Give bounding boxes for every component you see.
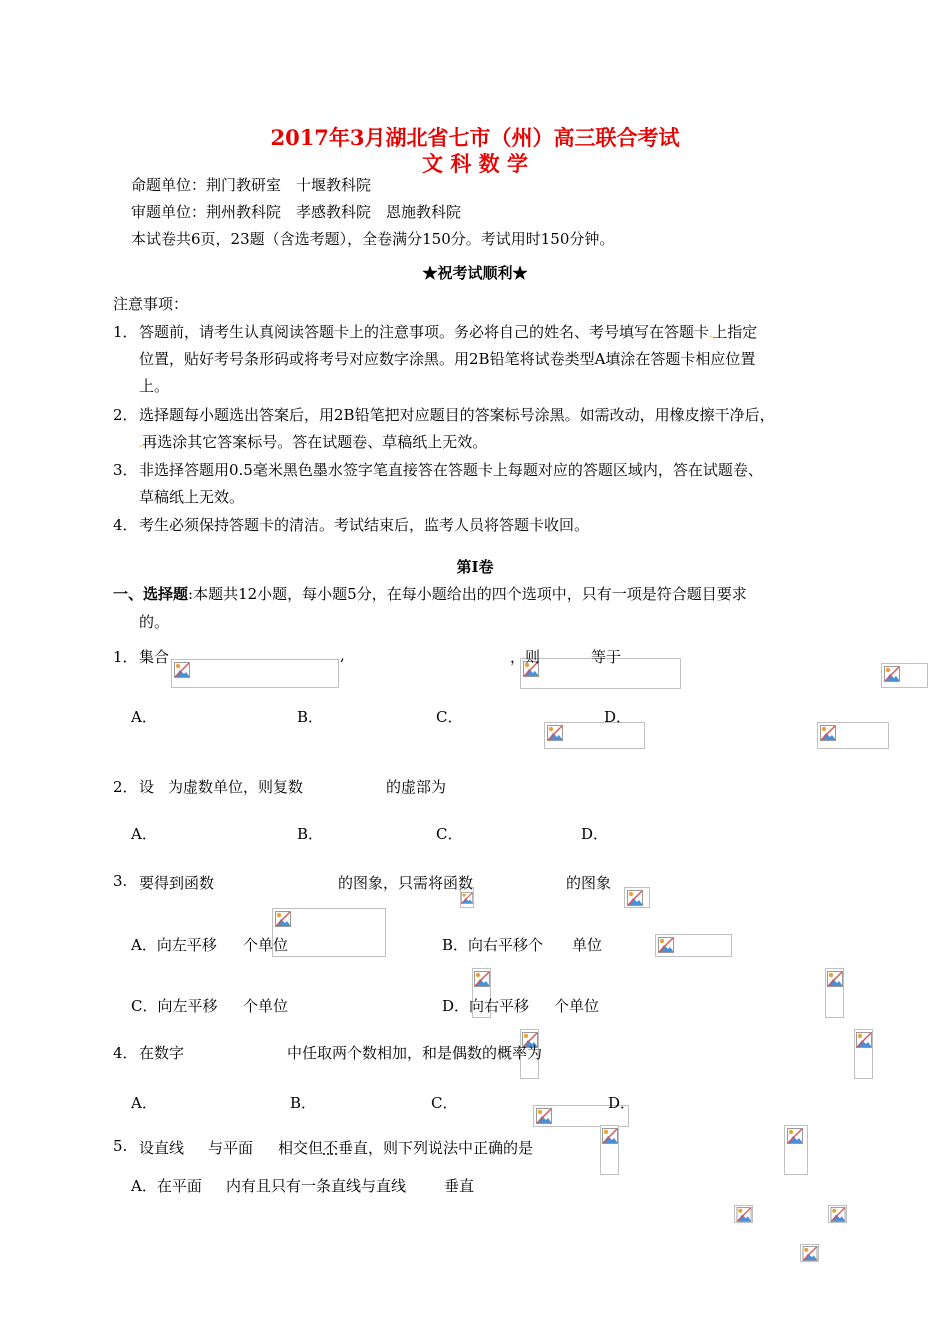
broken-image-icon: [830, 1207, 846, 1222]
q1-text-2: ,: [340, 646, 345, 664]
note-1-line-2: 位置，贴好考号条形码或将考号对应数字涂黑。用2B铅笔将试卷类型A填涂在答题卡相应位置: [139, 350, 756, 368]
note-3-number: 3．: [113, 461, 138, 479]
q3-option-b-fraction: [825, 968, 844, 1018]
broken-image-icon: [547, 725, 563, 741]
q4-option-d-label: D．: [608, 1094, 636, 1112]
q5-text-3: 相交但不垂直，则下列说法中正确的是: [278, 1139, 534, 1157]
broken-image-icon: [275, 911, 291, 927]
section-heading: 一、选择题:本题共12小题，每小题5分，在每小题给出的四个选项中，只有一项是符合题目要求: [113, 585, 747, 603]
q5-text-1: 设直线: [139, 1139, 185, 1157]
note-1-line-3: 上。: [139, 377, 170, 395]
q3-option-c-pre: C．向左平移: [131, 997, 218, 1015]
q1-set-a-formula: [171, 659, 339, 688]
q5-option-a-plane: [800, 1244, 819, 1262]
review-units: 审题单位：荆州教科院 孝感教科院 恩施教科院: [131, 203, 462, 221]
q3-option-b-pre: B．向右平移个: [442, 936, 544, 954]
q1-option-b-label: B．: [297, 708, 324, 726]
note-4-line-1: 考生必须保持答题卡的清洁。考试结束后，监考人员将答题卡收回。: [139, 516, 590, 534]
broken-image-icon: [884, 666, 900, 682]
q3-text-3: 的图象: [566, 874, 612, 892]
q2-option-d-label: D．: [581, 825, 609, 843]
broken-image-icon: [787, 1128, 803, 1144]
q1-option-a-label: A．: [131, 708, 157, 726]
q3-option-d-pre: D．向右平移: [442, 997, 530, 1015]
q5-number: 5.: [113, 1137, 128, 1155]
note-2-line-2: .再选涂其它答案标号。答在试题卷、草稿纸上无效。: [139, 433, 488, 451]
note-3-line-1: 非选择答题用0.5毫米黑色墨水签字笔直接答在答题卡上每题对应的答题区域内，答在试题卷、: [139, 461, 763, 479]
q2-text-1: 设: [139, 778, 155, 796]
q2-option-b-label: B．: [297, 825, 324, 843]
q2-number: 2．: [113, 778, 138, 796]
q3-option-c-post: 个单位: [243, 997, 289, 1015]
author-units: 命题单位：荆门教研室 十堰教科院: [131, 176, 372, 194]
broken-image-icon: [174, 662, 190, 678]
broken-image-icon: [827, 971, 843, 987]
q4-option-b-fraction: [784, 1125, 808, 1175]
q2-option-a-label: A．: [131, 825, 157, 843]
good-luck: ★祝考试顺利★: [422, 264, 528, 282]
q4-option-c-label: C．: [431, 1094, 458, 1112]
exam-title: 2017年3月湖北省七市（州）高三联合考试: [270, 125, 680, 150]
q3-source-function: [655, 934, 732, 957]
broken-image-icon: [536, 1108, 552, 1124]
note-2-line-1: 选择题每小题选出答案后，用2B铅笔把对应题目的答案标号涂黑。如需改动，用橡皮擦干净后，: [139, 406, 775, 424]
q5-option-a-text-2: 内有且只有一条直线与直线: [226, 1177, 407, 1195]
notes-heading: 注意事项：: [113, 295, 189, 313]
volume-heading: 第Ⅰ卷: [456, 558, 494, 576]
q4-option-a-label: A．: [131, 1094, 157, 1112]
q1-option-c-label: C．: [436, 708, 463, 726]
broken-image-icon: [736, 1207, 752, 1222]
broken-image-icon: [627, 890, 643, 906]
q1-option-d-label: D．: [604, 708, 632, 726]
q5-option-a-text-3: 垂直: [444, 1177, 475, 1195]
q2-text-3: 的虚部为: [386, 778, 447, 796]
q4-number: 4．: [113, 1044, 138, 1062]
q1-expression: [881, 663, 928, 688]
exam-subject: 文 科 数 学: [422, 151, 528, 176]
q3-option-d-post: 个单位: [554, 997, 600, 1015]
broken-image-icon: [802, 1246, 818, 1261]
exam-info: 本试卷共6页，23题（含选考题），全卷满分150分。考试用时150分钟。: [131, 230, 615, 248]
note-2-number: 2．: [113, 406, 138, 424]
q1-text-1: 集合: [139, 648, 170, 666]
q1-text-4: 等于: [591, 648, 622, 666]
q3-option-b-post: 单位: [572, 936, 603, 954]
q1-number: 1．: [113, 648, 138, 666]
anchor-mark-icon: .: [709, 329, 713, 340]
q3-option-a-post: 个单位: [243, 936, 289, 954]
q3-target-function: [272, 908, 386, 957]
broken-image-icon: [856, 1032, 872, 1048]
q5-line-l: [734, 1205, 753, 1223]
q3-option-a-pre: A．向左平移: [131, 936, 217, 954]
q5-emphasis-not: 不: [323, 1139, 339, 1157]
q5-option-a-text-1: A．在平面: [131, 1177, 202, 1195]
q3-text-1: 要得到函数: [139, 874, 215, 892]
q2-text-2: 为虚数单位，则复数: [168, 778, 304, 796]
note-3-line-2: 草稿纸上无效。: [139, 488, 245, 506]
q2-option-c-label: C．: [436, 825, 463, 843]
q1-option-b-formula: [817, 722, 889, 749]
section-label: 一、选择题: [113, 585, 189, 603]
q3-number: 3.: [113, 872, 128, 890]
q5-text-2: 与平面: [208, 1139, 254, 1157]
broken-image-icon: [602, 1128, 618, 1144]
broken-image-icon: [474, 971, 490, 987]
broken-image-icon: [820, 725, 836, 741]
q1-text-3: ，则: [510, 648, 541, 666]
broken-image-icon: [658, 937, 674, 953]
section-heading-cont: 的。: [139, 613, 170, 631]
note-4-number: 4．: [113, 516, 138, 534]
note-1-number: 1．: [113, 323, 138, 341]
q4-option-b-label: B．: [290, 1094, 317, 1112]
q4-text-2: 中任取两个数相加，和是偶数的概率为: [287, 1044, 543, 1062]
q2-option-d-formula: [624, 887, 650, 908]
q3-text-2: 的图象，只需将函数: [338, 874, 474, 892]
q5-plane-alpha: [828, 1205, 847, 1223]
q4-option-a-fraction: [600, 1125, 619, 1175]
q3-option-d-fraction: [854, 1029, 873, 1079]
anchor-mark-icon: .: [139, 439, 143, 450]
q4-text-1: 在数字: [139, 1044, 185, 1062]
note-1-line-1: 答题前，请考生认真阅读答题卡上的注意事项。务必将自己的姓名、考号填写在答题卡.上指定: [139, 323, 758, 341]
